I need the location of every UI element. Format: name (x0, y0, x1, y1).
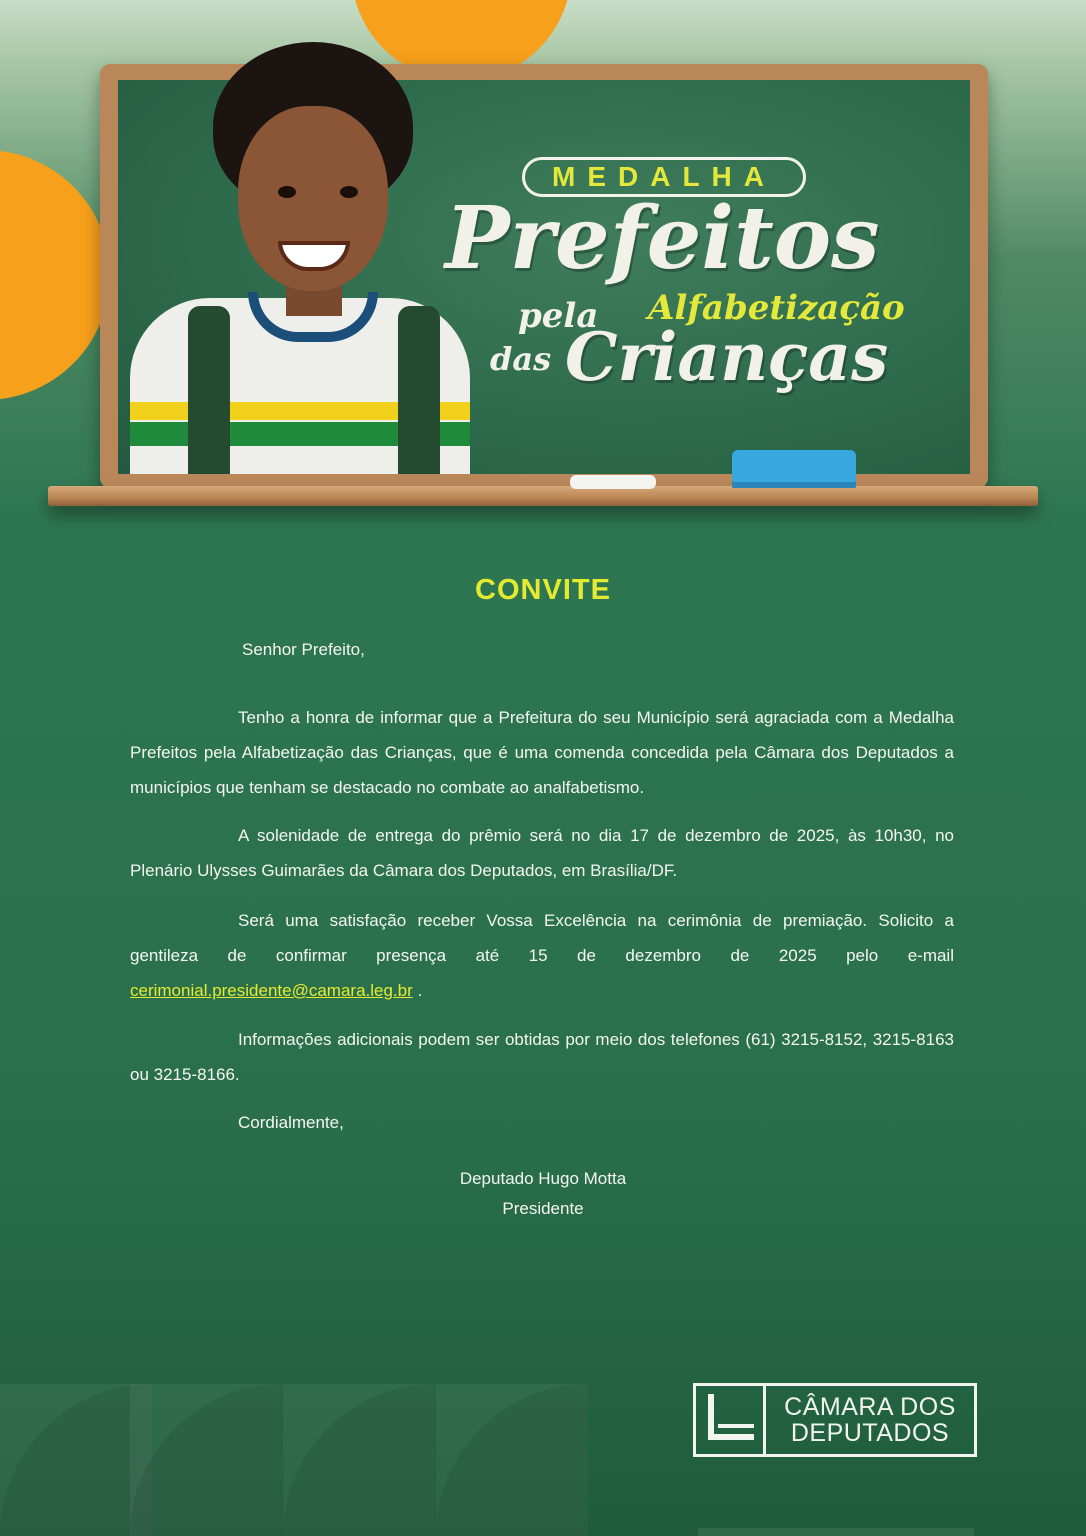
chalk-piece (570, 475, 656, 489)
paragraph-3-text: Será uma satisfação receber Vossa Excelência na cerimônia de premiação. Solicito a gentileza de confirmar presença até 15 de dezembro de 2025 pelo e-mail (130, 911, 954, 965)
title-alfabetizacao: Alfabetização (648, 288, 905, 328)
logo-line-2: DEPUTADOS (790, 1419, 950, 1447)
signer-title: Presidente (502, 1199, 584, 1218)
chalkboard-ledge (48, 486, 1038, 506)
paragraph-3 (130, 903, 954, 1008)
footer-strip (698, 1528, 974, 1536)
camara-logo (693, 1383, 977, 1457)
title-das: das (490, 340, 552, 378)
medal-badge: MEDALHA (522, 157, 806, 197)
paragraph-3-end: . (412, 981, 423, 1000)
orange-shape-left (0, 150, 110, 400)
footer-decoration (130, 1384, 282, 1536)
footer-decoration (436, 1384, 588, 1536)
salutation: Senhor Prefeito, (242, 640, 365, 659)
signer-name: Deputado Hugo Motta (459, 1169, 627, 1188)
title-prefeitos: Prefeitos (445, 188, 880, 289)
title-criancas: Crianças (565, 318, 889, 396)
title-pela: pela (518, 296, 599, 336)
letter-heading: CONVITE (475, 574, 611, 606)
logo-line-1: CÂMARA DOS (784, 1393, 956, 1421)
boy-illustration (118, 36, 478, 474)
paragraph-4: Informações adicionais podem ser obtidas por meio dos telefones (61) 3215-8152, 3215-8163 ou 3215-8166. (130, 1030, 954, 1084)
camara-logo-mark (696, 1386, 766, 1454)
footer-decoration (283, 1384, 435, 1536)
email-link[interactable]: cerimonial.presidente@camara.leg.br (130, 981, 413, 1000)
eraser (732, 450, 856, 488)
camara-logo-text (766, 1394, 974, 1446)
paragraph-1: Tenho a honra de informar que a Prefeitura do seu Município será agraciada com a Medalha Prefeitos pela Alfabetização das Crianças, que é uma comenda concedida pela Câmara dos Deputados a municípios que tenham se destacado no combate ao analfabetismo. (130, 708, 954, 797)
closing: Cordialmente, (238, 1113, 344, 1132)
paragraph-2: A solenidade de entrega do prêmio será no dia 17 de dezembro de 2025, às 10h30, no Plenário Ulysses Guimarães da Câmara dos Deputados, em Brasília/DF. (130, 826, 954, 880)
